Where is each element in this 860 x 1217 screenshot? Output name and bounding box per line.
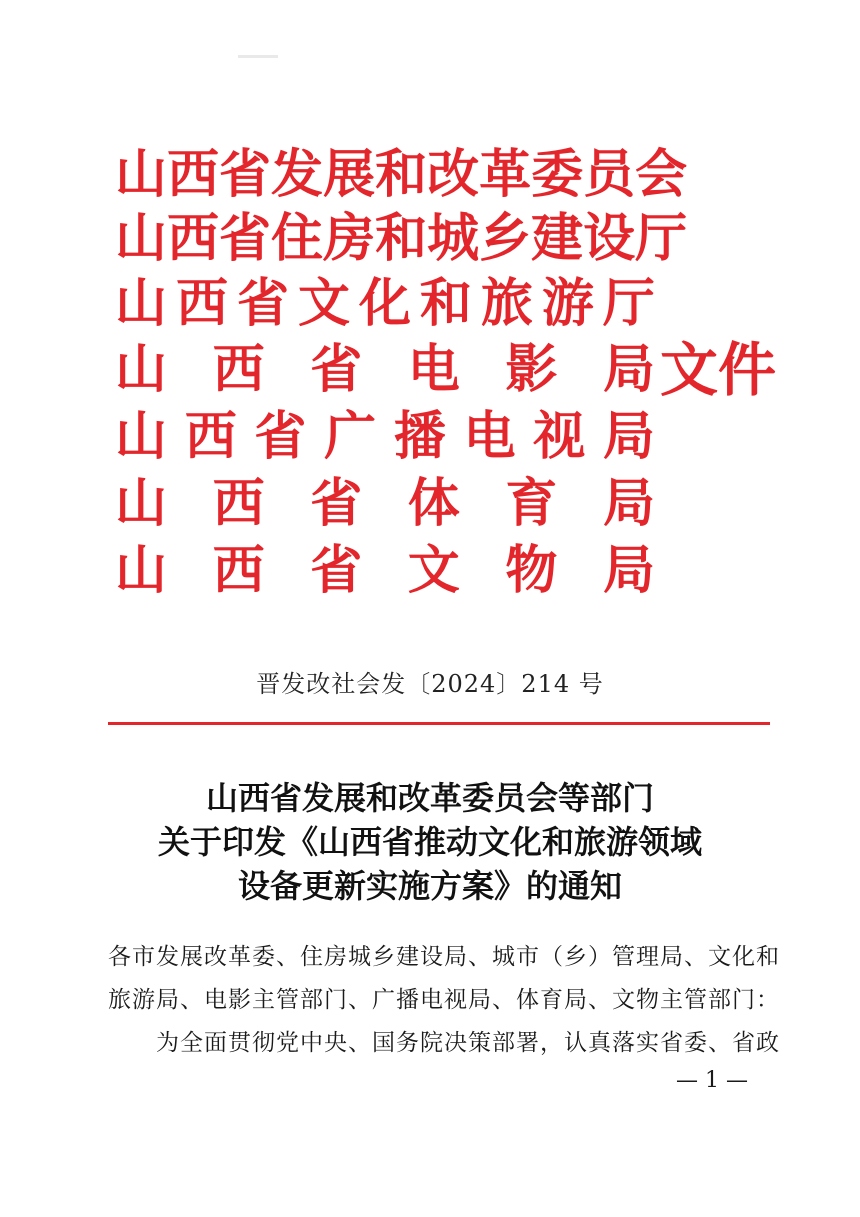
- agency-char: 体: [407, 473, 460, 534]
- agency-char: 厅: [602, 273, 655, 334]
- agency-char: 厅: [635, 208, 688, 269]
- agency-char: 城: [427, 208, 480, 269]
- agency-line-7: [115, 538, 655, 604]
- agency-char: 西: [212, 339, 265, 400]
- agency-char: 文: [407, 540, 460, 601]
- agency-char: 省: [219, 144, 272, 205]
- agency-char: 和: [419, 273, 472, 334]
- agency-char: 山: [115, 208, 168, 269]
- agency-line-1: [115, 142, 688, 208]
- agency-char: 育: [505, 473, 558, 534]
- agency-char: 局: [602, 406, 655, 467]
- agency-char: 山: [115, 339, 168, 400]
- title-line-3: 设备更新实施方案》的通知: [237, 867, 622, 905]
- agency-char: 改: [427, 144, 480, 205]
- scan-mark: [238, 55, 278, 58]
- agency-char: 省: [219, 208, 272, 269]
- agency-char: 山: [115, 406, 168, 467]
- agency-char: 员: [583, 144, 636, 205]
- agency-char: 广: [324, 406, 377, 467]
- agency-char: 物: [505, 540, 558, 601]
- agency-line-3: [115, 271, 655, 337]
- agency-char: 旅: [480, 273, 533, 334]
- agency-char: 建: [531, 208, 584, 269]
- agency-char: 西: [212, 473, 265, 534]
- agency-char: 山: [115, 273, 168, 334]
- agency-char: 展: [323, 144, 376, 205]
- agency-char: 住: [271, 208, 324, 269]
- agency-line-4: [115, 337, 655, 403]
- agency-char: 乡: [479, 208, 532, 269]
- agency-char: 局: [602, 339, 655, 400]
- title-line-2: 关于印发《山西省推动文化和旅游领域: [157, 823, 702, 861]
- agency-char: 和: [375, 144, 428, 205]
- agency-char: 委: [531, 144, 584, 205]
- agency-char: 局: [602, 473, 655, 534]
- agency-char: 省: [310, 540, 363, 601]
- agency-char: 西: [167, 208, 220, 269]
- body-line-1: 各市发展改革委、住房城乡建设局、城市（乡）管理局、文化和: [108, 944, 780, 970]
- body-line-3: 为全面贯彻党中央、国务院决策部署，认真落实省委、省政: [156, 1030, 780, 1056]
- agency-char: 山: [115, 540, 168, 601]
- agency-char: 革: [479, 144, 532, 205]
- agency-char: 省: [254, 406, 307, 467]
- body-line-2: 旅游局、电影主管部门、广播电视局、体育局、文物主管部门：: [108, 987, 780, 1013]
- agency-line-5: [115, 404, 655, 470]
- agency-line-6: [115, 471, 655, 537]
- agency-char: 设: [583, 208, 636, 269]
- agency-char: 西: [167, 144, 220, 205]
- agency-char: 化: [358, 273, 411, 334]
- agency-line-2: [115, 206, 688, 272]
- red-divider: [108, 722, 770, 725]
- agency-char: 省: [236, 273, 289, 334]
- agency-char: 房: [323, 208, 376, 269]
- agency-char: 西: [175, 273, 228, 334]
- agency-char: 西: [184, 406, 237, 467]
- agency-char: 游: [541, 273, 594, 334]
- agency-char: 局: [602, 540, 655, 601]
- agency-char: 视: [533, 406, 586, 467]
- title-line-1: 山西省发展和改革委员会等部门: [205, 779, 654, 817]
- agency-char: 西: [212, 540, 265, 601]
- agency-char: 会: [635, 144, 688, 205]
- document-suffix: 文件: [660, 336, 777, 404]
- agency-char: 文: [297, 273, 350, 334]
- document-number: 晋发改社会发〔2024〕214 号: [256, 670, 604, 698]
- agency-char: 发: [271, 144, 324, 205]
- agency-char: 播: [393, 406, 446, 467]
- agency-char: 电: [463, 406, 516, 467]
- agency-char: 省: [310, 339, 363, 400]
- agency-char: 山: [115, 473, 168, 534]
- agency-char: 和: [375, 208, 428, 269]
- page-number: — 1 —: [676, 1068, 748, 1093]
- agency-char: 山: [115, 144, 168, 205]
- agency-char: 电: [407, 339, 460, 400]
- agency-char: 省: [310, 473, 363, 534]
- agency-char: 影: [505, 339, 558, 400]
